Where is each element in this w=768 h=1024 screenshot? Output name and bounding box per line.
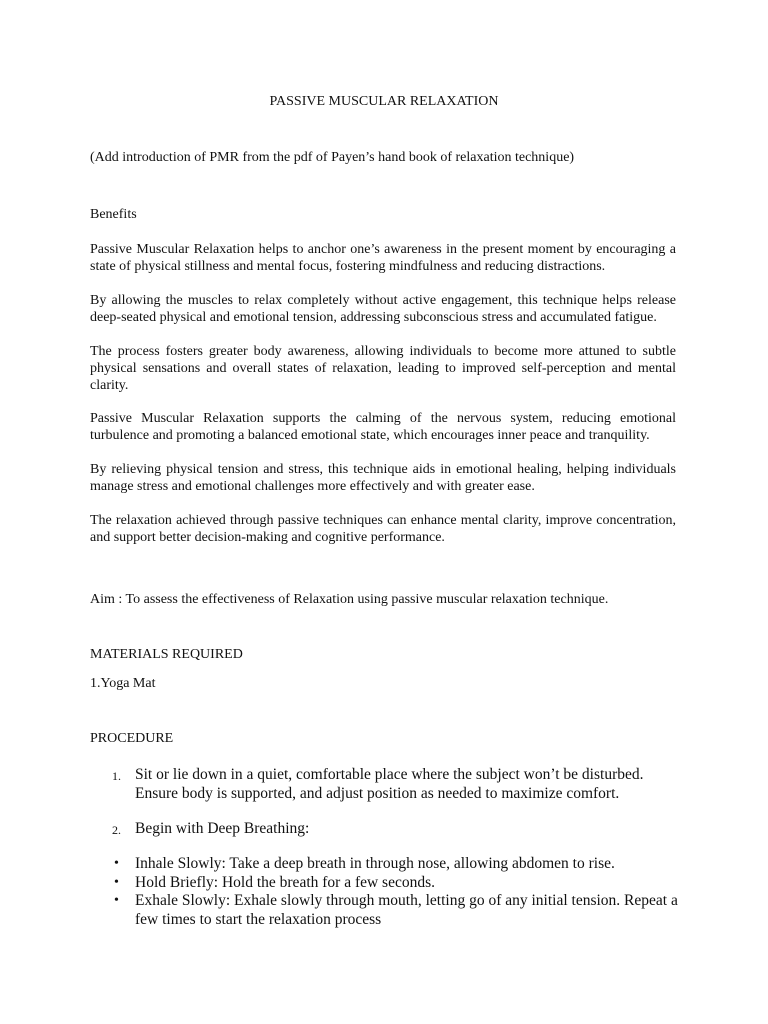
step-number: 2. — [112, 823, 121, 837]
intro-note: (Add introduction of PMR from the pdf of Payen’s hand book of relaxation technique) — [90, 150, 575, 165]
benefits-heading: Benefits — [90, 207, 137, 222]
procedure-bullet: Hold Briefly: Hold the breath for a few seconds. — [135, 874, 436, 891]
procedure-bullet: Inhale Slowly: Take a deep breath in through nose, allowing abdomen to rise. — [135, 855, 615, 872]
procedure-step: Begin with Deep Breathing: — [135, 820, 310, 837]
benefit-paragraph: Passive Muscular Relaxation supports the calming of the nervous system, reducing emotional turbulence and promoting a balanced emotional state, which encourages inner peace and tranquility. — [90, 411, 676, 443]
benefit-paragraph: By relieving physical tension and stress, this technique aids in emotional healing, helping individuals manage stress and emotional challenges more effectively and with greater ease. — [90, 462, 676, 494]
step-number: 1. — [112, 769, 121, 783]
materials-heading: MATERIALS REQUIRED — [90, 647, 243, 662]
benefit-paragraph: The process fosters greater body awareness, allowing individuals to become more attuned to subtle physical sensations and overall states of relaxation, leading to improved self-perception and mental clarity. — [90, 344, 676, 393]
bullet-marker: • — [114, 893, 119, 908]
benefit-paragraph: By allowing the muscles to relax completely without active engagement, this technique helps release deep-seated physical and emotional tension, addressing subconscious stress and accumulated fatigue. — [90, 293, 676, 325]
page-title: PASSIVE MUSCULAR RELAXATION — [269, 94, 499, 109]
benefit-paragraph: The relaxation achieved through passive techniques can enhance mental clarity, improve concentration, and support better decision-making and cognitive performance. — [90, 513, 676, 545]
materials-item: 1.Yoga Mat — [90, 676, 156, 691]
bullet-marker: • — [114, 875, 119, 890]
procedure-step: Sit or lie down in a quiet, comfortable place where the subject won’t be disturbed. Ensure body is supported, and adjust position as needed to maximize comfort. — [135, 766, 644, 802]
bullet-marker: • — [114, 856, 119, 871]
procedure-heading: PROCEDURE — [90, 731, 174, 746]
aim-statement: Aim : To assess the effectiveness of Relaxation using passive muscular relaxation technique. — [90, 592, 609, 607]
benefit-paragraph: Passive Muscular Relaxation helps to anchor one’s awareness in the present moment by encouraging a state of physical stillness and mental focus, fostering mindfulness and reducing distractions. — [90, 242, 676, 274]
procedure-bullet: Exhale Slowly: Exhale slowly through mouth, letting go of any initial tension. Repeat a few times to start the relaxation process — [135, 892, 678, 928]
